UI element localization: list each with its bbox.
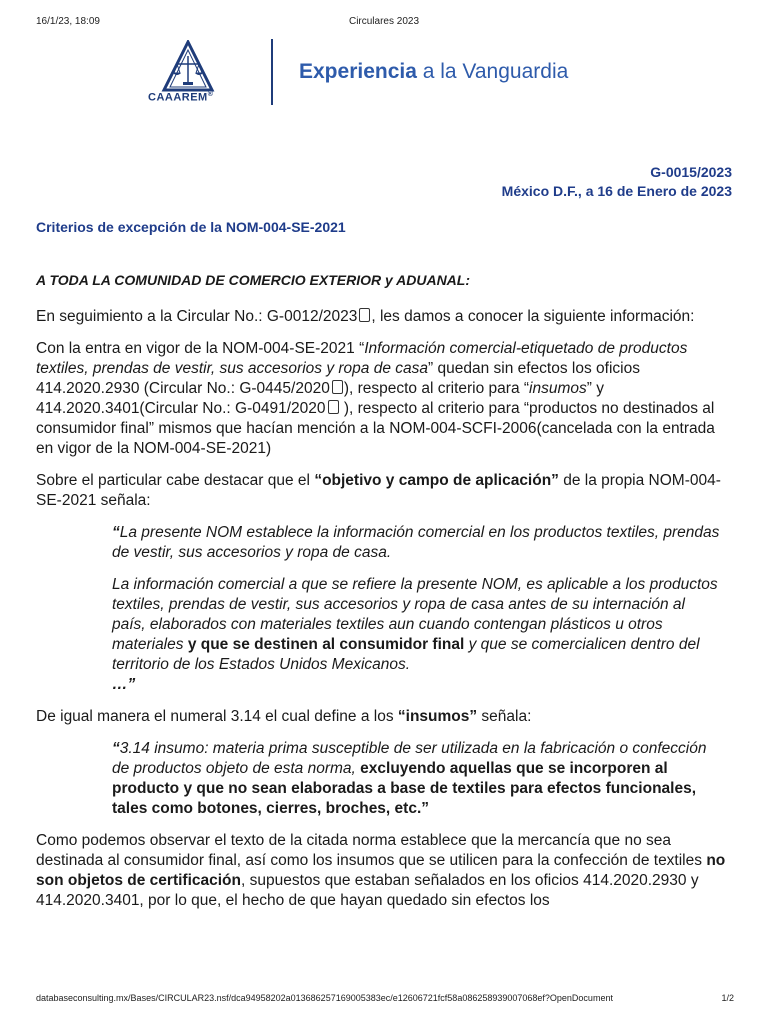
quote2-text-a: La información comercial a que se refiere la presente NOM, es aplicable a los productos textiles, prendas de vestir, sus accesorios y ropa de casa antes de su internación al país, elaborados con materiales textiles aun cuando contengan plásticos u otros materiales: [112, 576, 718, 653]
quote1-text: La presente NOM establece la información comercial en los productos textiles, prendas de vestir, sus accesorios y ropa de casa.: [112, 524, 720, 561]
p5-text-a: Como podemos observar el texto de la citada norma establece que la mercancía que no sea destinada al consumidor final, así como los insumos que se utilicen para la confección de textiles: [36, 832, 707, 869]
p2-text-1: Con la entra en vigor de la NOM-004-SE-2021 “: [36, 340, 365, 357]
p1-text-a: En seguimiento a la Circular No.: G-0012/2023: [36, 308, 358, 325]
p2-text-4: ), respecto al criterio para “: [343, 380, 530, 397]
p3-text-a: Sobre el particular cabe destacar que el: [36, 472, 315, 489]
print-title: Circulares 2023: [348, 16, 420, 27]
p4-text-a: De igual manera el numeral 3.14 el cual define a los: [36, 708, 398, 725]
quote-3: [112, 739, 722, 819]
p3-text-b: de la propia NOM-004-SE-2021 señala:: [36, 472, 721, 509]
quote-close-mark: …”: [112, 676, 136, 693]
p4-bold: “insumos”: [397, 708, 478, 725]
p5-text-b: , supuestos que estaban señalados en los oficios 414.2020.2930 y 414.2020.3401, por lo que, el hecho de que hayan quedado sin efectos los: [36, 872, 699, 909]
p2-norm-title: Información comercial-etiquetado de productos textiles, prendas de vestir, sus accesorios y ropa de casa: [36, 340, 688, 377]
circular-number: G-0015/2023: [650, 164, 732, 180]
logo-wordmark: [148, 91, 213, 104]
p2-text-6: ” y 414.2020.3401(Circular No.: G-0491/2020: [36, 380, 604, 417]
p2-insumos: insumos: [529, 380, 587, 397]
paragraph-2: [36, 339, 736, 459]
quote3-bold: excluyendo aquellas que se incorporen al producto y que no sean elaboradas a base de textiles para efectos funcionales, tales como botones, cierres, broches, etc.”: [112, 760, 697, 817]
quote2-text-b: y que se comercialicen dentro del territorio de los Estados Unidos Mexicanos.: [112, 636, 700, 673]
circular-reference: [502, 163, 732, 201]
p2-text-7: ), respecto al criterio para “productos no destinados al consumidor final” mismos que hacían mención a la NOM-004-SCFI-2006(cancelada con la entrada en vigor de la NOM-004-SE-2021): [36, 400, 715, 457]
circular-subject: Criterios de excepción de la NOM-004-SE-2021: [36, 219, 346, 235]
quote-open-mark: “: [112, 524, 120, 541]
print-footer-url: databaseconsulting.mx/Bases/CIRCULAR23.nsf/dca94958202a0136862571690053​83ec/e12606721fcf58a0​86258939007068ef?OpenDocument: [36, 993, 613, 1003]
external-link-icon[interactable]: [328, 400, 339, 414]
circular-place-date: México D.F., a 16 de Enero de 2023: [501, 183, 732, 199]
tagline-rest: a la Vanguardia: [416, 60, 569, 83]
paragraph-5: [36, 831, 736, 911]
quote-open-mark: “: [112, 740, 120, 757]
quote-2: [112, 575, 722, 695]
registered-mark: ®: [207, 91, 214, 98]
print-datetime: 16/1/23, 18:09: [36, 16, 100, 27]
paragraph-1: [36, 307, 736, 327]
external-link-icon[interactable]: [359, 308, 370, 322]
p1-text-b: , les damos a conocer la siguiente información:: [371, 308, 695, 325]
print-page-number: 1/2: [721, 993, 734, 1003]
brand-tagline: [299, 60, 568, 84]
quote3-text: 3.14 insumo: materia prima susceptible de ser utilizada en la fabricación o confección de productos objeto de esta norma,: [112, 740, 707, 777]
p5-bold: no son objetos de certificación: [36, 852, 726, 889]
tagline-bold: Experiencia: [299, 60, 417, 83]
salutation: A TODA LA COMUNIDAD DE COMERCIO EXTERIOR y ADUANAL:: [36, 272, 470, 288]
paragraph-4: [36, 707, 736, 727]
document-body: [36, 270, 736, 923]
external-link-icon[interactable]: [332, 380, 343, 394]
p4-text-b: señala:: [477, 708, 532, 725]
p3-bold: “objetivo y campo de aplicación”: [314, 472, 559, 489]
logo-name-text: CAAAREM: [148, 91, 208, 104]
p2-text-3: ” quedan sin efectos los oficios 414.2020.2930 (Circular No.: G-0445/2020: [36, 360, 640, 397]
quote-1: [112, 523, 722, 563]
header-divider: [271, 39, 273, 105]
quote2-bold: y que se destinen al consumidor final: [187, 636, 465, 653]
paragraph-3: [36, 471, 736, 511]
